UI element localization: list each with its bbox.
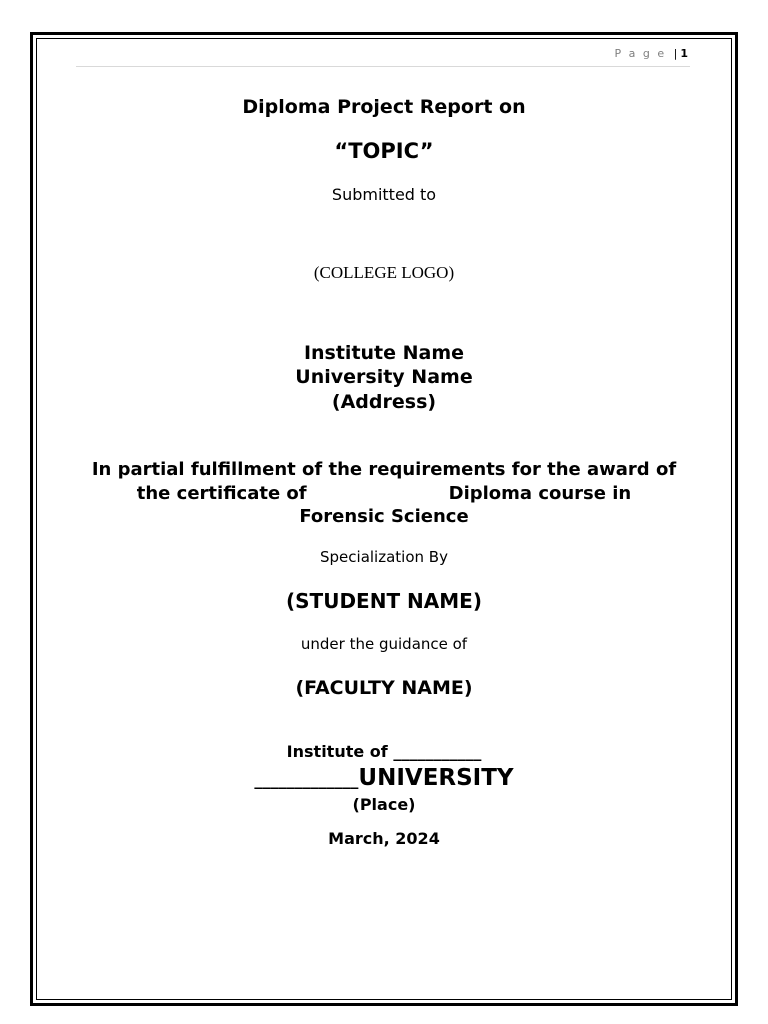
guidance-label: under the guidance of [300,635,468,653]
page-label: P a g e [614,47,667,60]
page-separator: | [673,47,678,60]
institute-of-line [0,742,768,761]
header-rule [76,66,690,67]
university-word: UNIVERSITY [358,765,514,791]
institution-address: (Address) [331,391,437,413]
specialization-label: Specialization By [320,548,448,566]
topic-title: “TOPIC” [334,139,434,163]
institute-blank: ___________ [393,742,482,761]
fulfillment-line-1: In partial fulfillment of the requirements for the award of [91,459,677,480]
faculty-name: (FACULTY NAME) [295,677,473,699]
university-blank: _____________ [254,770,359,789]
report-title: Diploma Project Report on [242,96,526,118]
fulfillment-line-2-right: Diploma course in [448,483,632,504]
place-label: (Place) [352,795,416,814]
student-name: (STUDENT NAME) [286,589,482,613]
university-line [0,765,768,791]
university-name: University Name [295,366,473,388]
fulfillment-line-2 [0,483,768,504]
fulfillment-line-2-left: the certificate of [136,483,307,504]
submitted-to-label: Submitted to [331,185,437,204]
fulfillment-line-3: Forensic Science [299,506,469,527]
page-number-value: 1 [680,47,688,60]
page-number-header [615,47,689,60]
institute-name: Institute Name [303,342,465,364]
institute-of-label: Institute of [286,742,388,761]
college-logo-placeholder: (COLLEGE LOGO) [313,263,455,282]
submission-date: March, 2024 [328,829,440,848]
